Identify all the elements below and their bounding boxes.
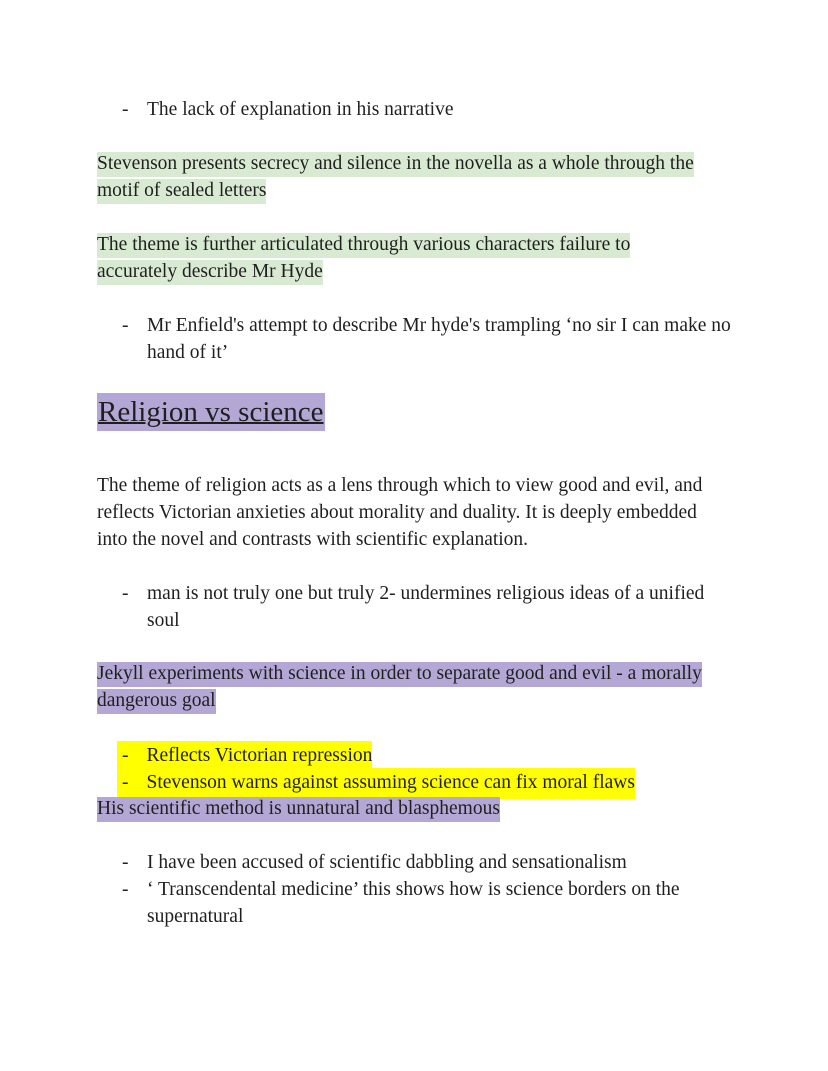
bullet-dash: - — [122, 315, 129, 336]
highlighted-line: accurately describe Mr Hyde — [97, 260, 323, 285]
bullet-text: I have been accused of scientific dabbling and sensationalism — [147, 852, 627, 873]
bullet-text: Mr Enfield's attempt to describe Mr hyde's trampling ‘no sir I can make no — [147, 315, 731, 336]
bullet-text: Stevenson warns against assuming science can fix moral flaws — [146, 772, 635, 793]
highlighted-line: dangerous goal — [97, 689, 216, 714]
bullet-text: supernatural — [147, 906, 244, 927]
paragraph-line: The theme of religion acts as a lens through which to view good and evil, and — [97, 475, 703, 496]
bullet-text: hand of it’ — [147, 342, 229, 363]
bullet-text: ‘ Transcendental medicine’ this shows how is science borders on the — [147, 879, 680, 900]
paragraph-line: reflects Victorian anxieties about morality and duality. It is deeply embedded — [97, 502, 697, 523]
bullet-dash: - — [122, 745, 129, 766]
bullet-text: man is not truly one but truly 2- undermines religious ideas of a unified — [147, 583, 705, 604]
bullet-dash: - — [122, 852, 129, 873]
paragraph-describe-hyde — [97, 231, 630, 285]
bullet-text: The lack of explanation in his narrative — [147, 99, 454, 120]
highlighted-line: Jekyll experiments with science in order to separate good and evil - a morally — [97, 662, 702, 687]
paragraph-line: into the novel and contrasts with scientific explanation. — [97, 529, 529, 550]
paragraph-scientific-method — [97, 795, 500, 822]
paragraph-religion — [97, 472, 702, 553]
bullet-text: soul — [147, 610, 180, 631]
highlighted-line: motif of sealed letters — [97, 179, 266, 204]
bullet-text: Reflects Victorian repression — [146, 745, 373, 766]
section-heading: Religion vs science — [97, 393, 325, 431]
bullet-dash: - — [122, 99, 129, 120]
paragraph-jekyll-experiments — [97, 660, 702, 714]
bullet-dash: - — [122, 583, 129, 604]
highlighted-line: Stevenson presents secrecy and silence in the novella as a whole through the — [97, 152, 694, 177]
paragraph-sealed-letters — [97, 150, 694, 204]
bullet-dash: - — [122, 879, 129, 900]
highlighted-line: The theme is further articulated through various characters failure to — [97, 233, 630, 258]
highlighted-line: His scientific method is unnatural and blasphemous — [97, 797, 500, 822]
bullet-dash: - — [122, 772, 129, 793]
